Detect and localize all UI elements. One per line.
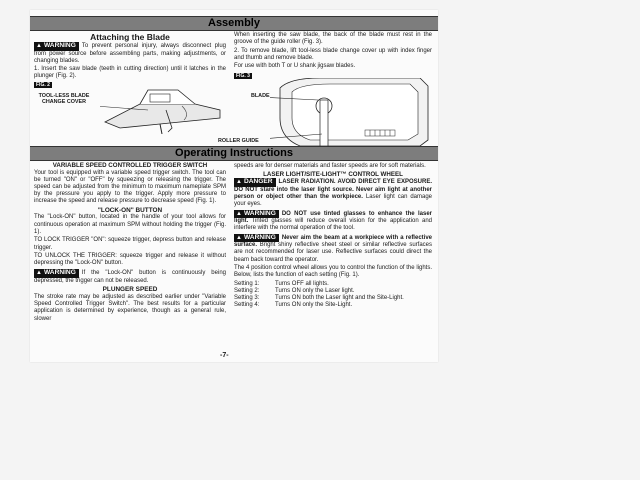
tinted-glasses-warning: ▲ WARNING DO NOT use tinted glasses to enhance the laser light. Tinted glasses will reduce overall vision for the application and interfere with the normal operation of the tool. (234, 209, 432, 232)
warning-badge: ▲ WARNING (34, 269, 79, 278)
fig2-label: FIG. 2 (36, 81, 50, 88)
warning-triangle-icon: ▲ (36, 43, 42, 49)
manual-page (30, 10, 438, 362)
assembly-warning: ▲ WARNING To prevent personal injury, always disconnect plug from power source before assembling parts, making adjustments, or changing blades. (34, 42, 226, 64)
warning-badge: ▲ WARNING (234, 210, 279, 219)
variable-speed-text: Your tool is equipped with a variable speed trigger switch. The tool can be turned "ON" or "OFF" by squeezing or releasing the trigger. The speed can be adjusted from the minimum to maximum nameplate SPM by the pressure you apply to the trigger. Apply more pressure to increase the speed and release pressure to decrease speed (Fig. 1). (34, 169, 226, 205)
plunger-speed-title: PLUNGER SPEED (102, 286, 158, 294)
setting-row: Setting 4: Turns ON only the Site-Light. (234, 302, 353, 309)
operating-instructions-header: Operating Instructions (30, 146, 438, 161)
speed-continued-text: speeds are for denser materials and faster speeds are for soft materials. (234, 163, 426, 169)
fig3-roller-caption: ROLLER GUIDE (218, 138, 259, 144)
assembly-right-column (234, 32, 432, 80)
lock-on-warning: ▲ WARNING If the "Lock-ON" button is continuously being depressed, the trigger can not be released. (34, 269, 226, 284)
inserting-blade-text: When inserting the saw blade, the back of the blade must rest in the groove of the guide roller (Fig. 3). (234, 32, 432, 46)
assembly-header: Assembly (30, 16, 438, 31)
fig3-label: FIG. 3 (236, 72, 250, 79)
variable-speed-title: VARIABLE SPEED CONTROLLED TRIGGER SWITCH (52, 162, 208, 169)
attaching-blade-title: Attaching the Blade (90, 32, 170, 42)
fig3-blade-caption: BLADE (251, 93, 270, 99)
setting-row: Setting 1: Turns OFF all lights. (234, 280, 329, 287)
operating-left-column (34, 163, 226, 324)
fig2-jigsaw-drawing (100, 84, 225, 134)
warning-triangle-icon: ▲ (236, 179, 242, 186)
assembly-left-column (34, 32, 226, 89)
plunger-speed-text: The stroke rate may be adjusted as described earlier under "Variable Speed Controlled Trigger Switch". The best results for a particular application is determined by experience, though as a general rule, slower (34, 293, 226, 322)
lock-on-title: "LOCK-ON" BUTTON (97, 206, 163, 214)
laser-light-title: LASER LIGHT/SITE-LIGHT™ CONTROL WHEEL (263, 170, 403, 178)
operating-right-column (234, 163, 432, 310)
danger-badge: ▲ DANGER (234, 178, 276, 187)
setting-row: Setting 2: Turns ON only the Laser light. (234, 288, 355, 295)
warning-triangle-icon: ▲ (236, 210, 242, 217)
assembly-step-2: 2. To remove blade, lift tool-less blade change cover up with index finger and thumb and remove blade. (234, 47, 432, 61)
reflective-surface-warning: ▲ WARNING Never aim the beam at a workpiece with a reflective surface. Bright shiny reflective sheet steel or similar reflective surfaces are not recommended for laser use. Reflective surfaces could direct the beam back toward the operator. (234, 233, 432, 263)
warning-badge: ▲ WARNING (234, 234, 279, 243)
shank-note: For use with both T or U shank jigsaw blades. (234, 63, 356, 70)
warning-triangle-icon: ▲ (36, 270, 42, 277)
setting-row: Setting 3: Turns ON both the Laser light and the Site-Light. (234, 295, 404, 302)
fig2-caption: TOOL-LESS BLADE CHANGE COVER (38, 93, 90, 105)
lock-trigger-text: TO LOCK TRIGGER "ON": squeeze trigger, depress button and release trigger. (34, 237, 226, 251)
settings-list (234, 281, 432, 310)
danger-block: ▲ DANGER LASER RADIATION. AVOID DIRECT EYE EXPOSURE. DO NOT stare into the laser light source. Never aim light at another person or object other than the workpiece. Laser light can damage your eyes. (234, 178, 433, 207)
lock-on-text: The "Lock-ON" button, located in the handle of your tool allows for continuous operation at maximum SPM without holding the trigger (Fig. 1). (34, 214, 226, 235)
warning-triangle-icon: ▲ (236, 234, 242, 241)
unlock-trigger-text: TO UNLOCK THE TRIGGER: squeeze trigger and release it without depressing the "Lock-ON" button. (34, 253, 226, 267)
control-wheel-text: The 4 position control wheel allows you to control the function of the lights. Below, lists the function of each setting (Fig. 1). (234, 265, 432, 279)
page-number: -7- (220, 352, 229, 359)
fig3-roller-guide-drawing (270, 78, 430, 148)
assembly-step-1: 1. Insert the saw blade (teeth in cutting direction) until it latches in the plunger (Fig. 2). (34, 66, 226, 80)
warning-badge: ▲ WARNING (34, 42, 79, 51)
